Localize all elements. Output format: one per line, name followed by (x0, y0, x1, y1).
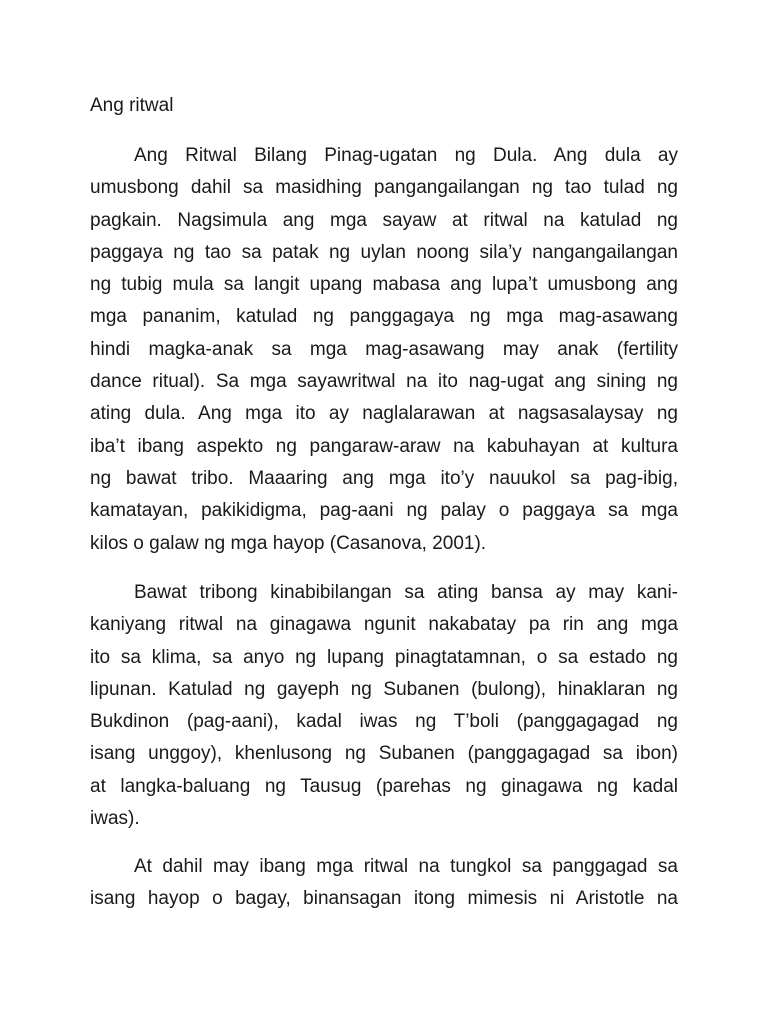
document-title: Ang ritwal (90, 95, 174, 116)
paragraph-line: lipunan. Katulad ng gayeph ng Subanen (bulong), hinaklaran ng (90, 678, 678, 700)
paragraph-line: pagkain. Nagsimula ang mga sayaw at ritwal na katulad ng (90, 209, 678, 231)
paragraph-2 (90, 577, 678, 835)
paragraph-line: ng bawat tribo. Maaaring ang mga ito’y nauukol sa pag-ibig, (90, 467, 678, 489)
paragraph-line: paggaya ng tao sa patak ng uylan noong sila’y nangangailangan (90, 241, 678, 263)
paragraph-line: Bukdinon (pag-aani), kadal iwas ng T’boli (panggagagad ng (90, 711, 678, 733)
paragraph-line: at langka-baluang ng Tausug (parehas ng ginagawa ng kadal (90, 775, 678, 797)
paragraph-line: kamatayan, pakikidigma, pag-aani ng palay o paggaya sa mga (90, 500, 678, 522)
paragraph-line: kilos o galaw ng mga hayop (Casanova, 2001). (90, 532, 487, 554)
paragraph-line: dance ritual). Sa mga sayawritwal na ito nag-ugat ang sining ng (90, 371, 678, 393)
paragraph-line: ng tubig mula sa langit upang mabasa ang lupa’t umusbong ang (90, 274, 678, 296)
paragraph-line: isang hayop o bagay, binansagan itong mimesis ni Aristotle na (90, 888, 678, 910)
paragraph-line: umusbong dahil sa masidhing pangangailangan ng tao tulad ng (90, 177, 678, 199)
paragraph-line: mga pananim, katulad ng panggagaya ng mga mag-asawang (90, 306, 678, 328)
paragraph-line: iba’t ibang aspekto ng pangaraw-araw na kabuhayan at kultura (90, 435, 678, 457)
paragraph-1 (90, 140, 678, 560)
paragraph-line: Bawat tribong kinabibilangan sa ating bansa ay may kani- (134, 582, 678, 603)
paragraph-line: Ang Ritwal Bilang Pinag-ugatan ng Dula. Ang dula ay (134, 145, 678, 166)
paragraph-line: ating dula. Ang mga ito ay naglalarawan at nagsasalaysay ng (90, 403, 678, 425)
paragraph-3 (90, 851, 678, 916)
paragraph-line: hindi magka-anak sa mga mag-asawang may anak (fertility (90, 338, 678, 360)
paragraph-line: kaniyang ritwal na ginagawa ngunit nakabatay pa rin ang mga (90, 614, 678, 636)
paragraph-line: At dahil may ibang mga ritwal na tungkol sa panggagad sa (134, 856, 678, 877)
paragraph-line: ito sa klima, sa anyo ng lupang pinagtatamnan, o sa estado ng (90, 646, 678, 668)
paragraph-line: isang unggoy), khenlusong ng Subanen (panggagagad sa ibon) (90, 743, 678, 765)
paragraph-line: iwas). (90, 808, 140, 830)
